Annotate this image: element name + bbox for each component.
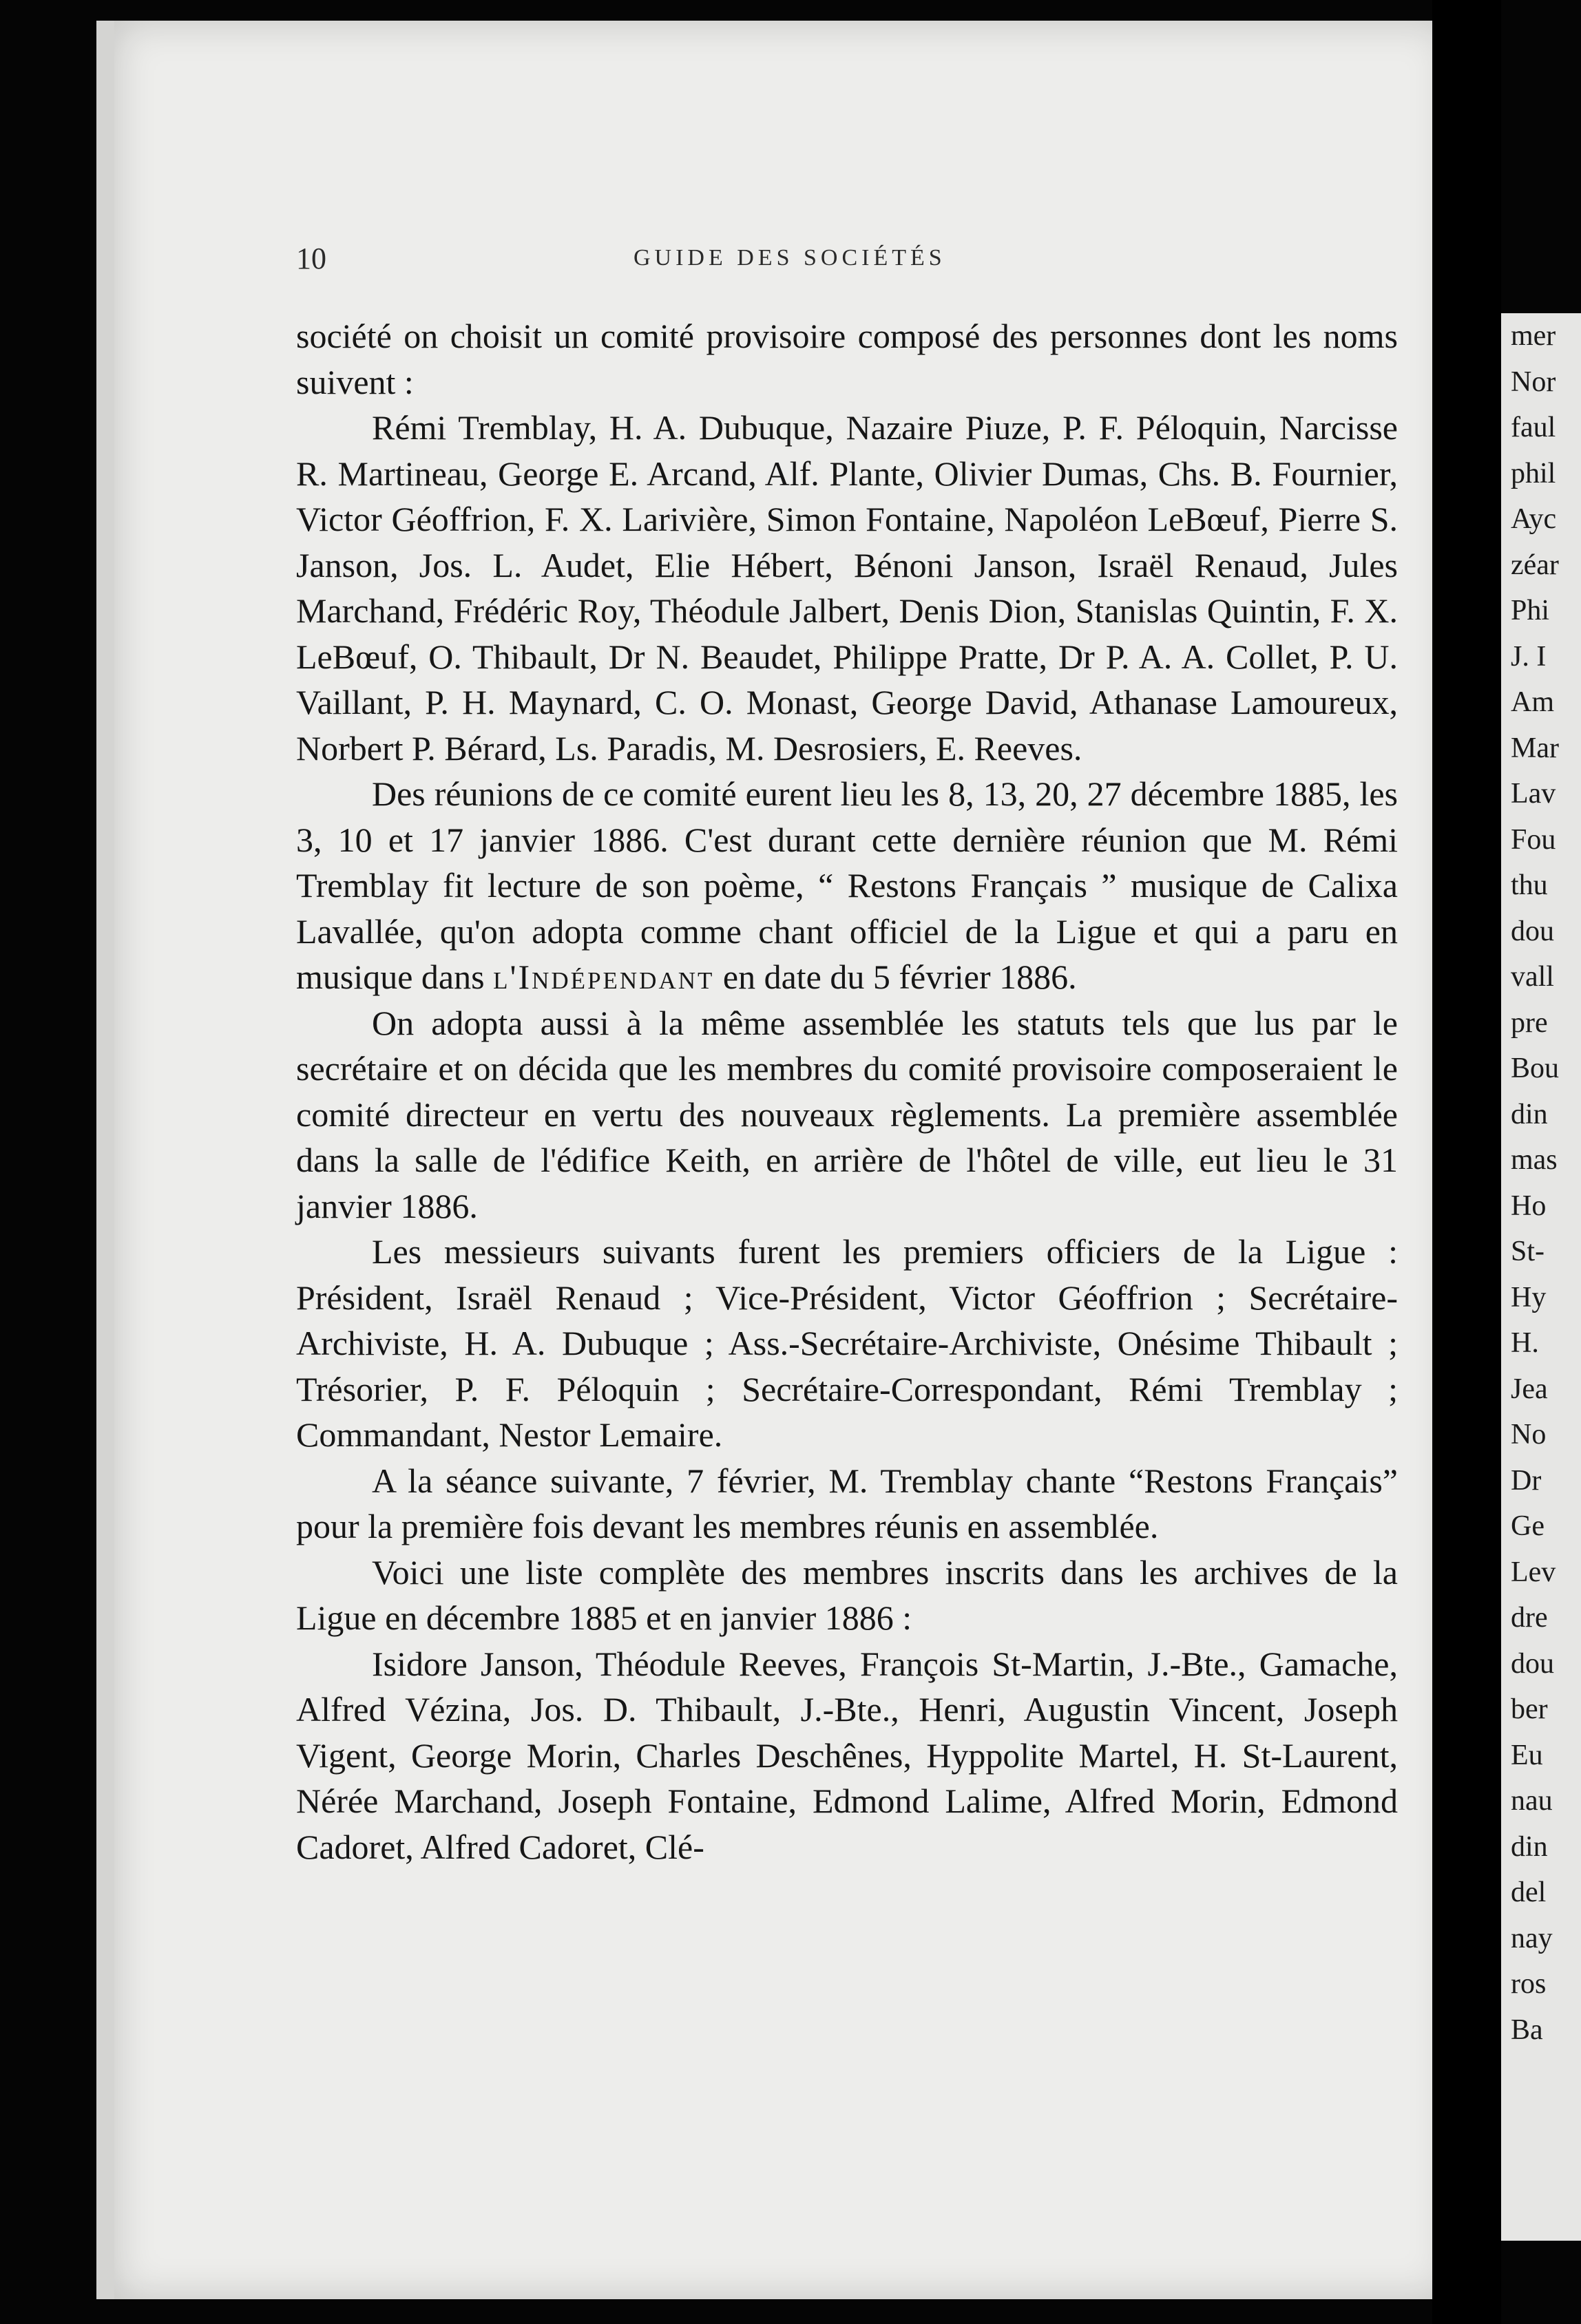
- paragraph-text-tail: en date du 5 février 1886.: [722, 958, 1077, 996]
- paragraph: Rémi Tremblay, H. A. Dubuque, Nazaire Piuze, P. F. Péloquin, Narcisse R. Martineau, George E. Arcand, Alf. Plante, Olivier Dumas, Chs. B. Fournier, Victor Géoffrion, F. X. Larivière, Simon Fontaine, Napoléon LeBœuf, Pierre S. Janson, Jos. L. Audet, Elie Hébert, Bénoni Janson, Israël Renaud, Jules Marchand, Frédéric Roy, Théodule Jalbert, Denis Dion, Stanislas Quintin, F. X. LeBœuf, O. Thibault, Dr N. Beaudet, Philippe Pratte, Dr P. A. A. Collet, P. U. Vaillant, P. H. Maynard, C. O. Monast, George David, Athanase Lamoureux, Norbert P. Bérard, Ls. Paradis, M. Desrosiers, E. Reeves.: [296, 408, 1398, 768]
- facing-page-fragment: nau: [1511, 1785, 1553, 1817]
- facing-page-fragment: Am: [1511, 686, 1554, 718]
- facing-page-fragment: Dr: [1511, 1464, 1542, 1497]
- facing-page-fragment: ros: [1511, 1968, 1547, 2000]
- facing-page-fragment: Eu: [1511, 1739, 1543, 1771]
- facing-page-fragment: din: [1511, 1830, 1548, 1863]
- facing-page-fragment: J. I: [1511, 640, 1547, 673]
- facing-page-fragment: Ho: [1511, 1190, 1547, 1222]
- paragraph: [296, 771, 1398, 1000]
- facing-page-fragment: Jea: [1511, 1373, 1548, 1405]
- facing-page-fragment: Mar: [1511, 732, 1559, 764]
- facing-page-fragment: Hy: [1511, 1281, 1547, 1313]
- facing-page-fragment: pre: [1511, 1006, 1548, 1039]
- newspaper-title: l'Indépendant: [493, 958, 715, 996]
- facing-page-fragment: faul: [1511, 412, 1556, 443]
- body-text: [296, 313, 1398, 1870]
- page-gutter: [1432, 0, 1501, 2324]
- facing-page-fragment: Phi: [1511, 595, 1550, 626]
- page-number: 10: [296, 242, 326, 275]
- facing-page-fragment: din: [1511, 1098, 1548, 1130]
- facing-page-fragment: H.: [1511, 1327, 1539, 1359]
- facing-page-fragment: phil: [1511, 457, 1556, 489]
- paragraph: société on choisit un comité provisoire composé des personnes dont les noms suivent :: [296, 317, 1398, 401]
- facing-page-fragment: Ayc: [1511, 503, 1557, 535]
- facing-page-fragment: Bou: [1511, 1053, 1560, 1084]
- facing-page-fragment: Ge: [1511, 1510, 1545, 1542]
- paragraph: Isidore Janson, Théodule Reeves, François St-Martin, J.-Bte., Gamache, Alfred Vézina, Jos. D. Thibault, J.-Bte., Henri, Augustin Vincent, Joseph Vigent, George Morin, Charles Deschênes, Hyppolite Martel, H. St-Laurent, Nérée Marchand, Joseph Fontaine, Edmond Lalime, Alfred Morin, Edmond Cadoret, Alfred Cadoret, Clé-: [296, 1644, 1398, 1866]
- facing-page-fragment: St-: [1511, 1236, 1545, 1267]
- facing-page-fragment: vall: [1511, 961, 1554, 993]
- facing-page-fragment: Lav: [1511, 778, 1556, 810]
- paragraph: A la séance suivante, 7 février, M. Tremblay chante “Restons Français” pour la première fois devant les membres réunis en assemblée.: [296, 1461, 1398, 1545]
- page-header: [296, 241, 1398, 282]
- paragraph: Les messieurs suivants furent les premiers officiers de la Ligue : Président, Israël Renaud ; Vice-Président, Victor Géoffrion ; Secrétaire-Archiviste, H. A. Dubuque ; Ass.-Secrétaire-Archiviste, Onésime Thibault ; Trésorier, P. F. Péloquin ; Secrétaire-Correspondant, Rémi Tremblay ; Commandant, Nestor Lemaire.: [296, 1232, 1398, 1454]
- paragraph-text: Des réunions de ce comité eurent lieu les 8, 13, 20, 27 décembre 1885, les 3, 10 et 17 janvier 1886. C'est durant cette dernière réunion que M. Rémi Tremblay fit lecture de son poème, “ Restons Français ” musique de Calixa Lavallée, qu'on adopta comme chant officiel de la Ligue et qui a paru en musique dans: [296, 774, 1398, 996]
- facing-page-fragment: ber: [1511, 1693, 1548, 1725]
- facing-page-fragment: mas: [1511, 1144, 1558, 1176]
- facing-page-fragment: Nor: [1511, 366, 1556, 398]
- facing-page-fragment: zéar: [1511, 549, 1559, 581]
- facing-page-fragment: Fou: [1511, 823, 1556, 856]
- facing-page-edge: [1501, 313, 1581, 2241]
- paragraph: On adopta aussi à la même assemblée les statuts tels que lus par le secrétaire et on décida que les membres du comité provisoire composeraient le comité directeur en vertu des nouveaux règlements. La première assemblée dans la salle de l'édifice Keith, en arrière de l'hôtel de ville, eut lieu le 31 janvier 1886.: [296, 1003, 1398, 1225]
- running-title: GUIDE DES SOCIÉTÉS: [634, 245, 946, 271]
- paragraph: Voici une liste complète des membres inscrits dans les archives de la Ligue en décembre 1885 et en janvier 1886 :: [296, 1552, 1398, 1637]
- facing-page-fragment: mer: [1511, 320, 1556, 352]
- facing-page-fragment: dre: [1511, 1602, 1548, 1634]
- facing-page-fragment: No: [1511, 1419, 1547, 1450]
- facing-page-fragment: Lev: [1511, 1556, 1556, 1588]
- facing-page-fragment: del: [1511, 1877, 1547, 1908]
- facing-page-fragment: nay: [1511, 1922, 1553, 1954]
- facing-page-fragment: dou: [1511, 1647, 1554, 1680]
- facing-page-fragment: dou: [1511, 915, 1554, 947]
- facing-page-fragment: Ba: [1511, 2014, 1543, 2046]
- facing-page-fragment: thu: [1511, 869, 1548, 901]
